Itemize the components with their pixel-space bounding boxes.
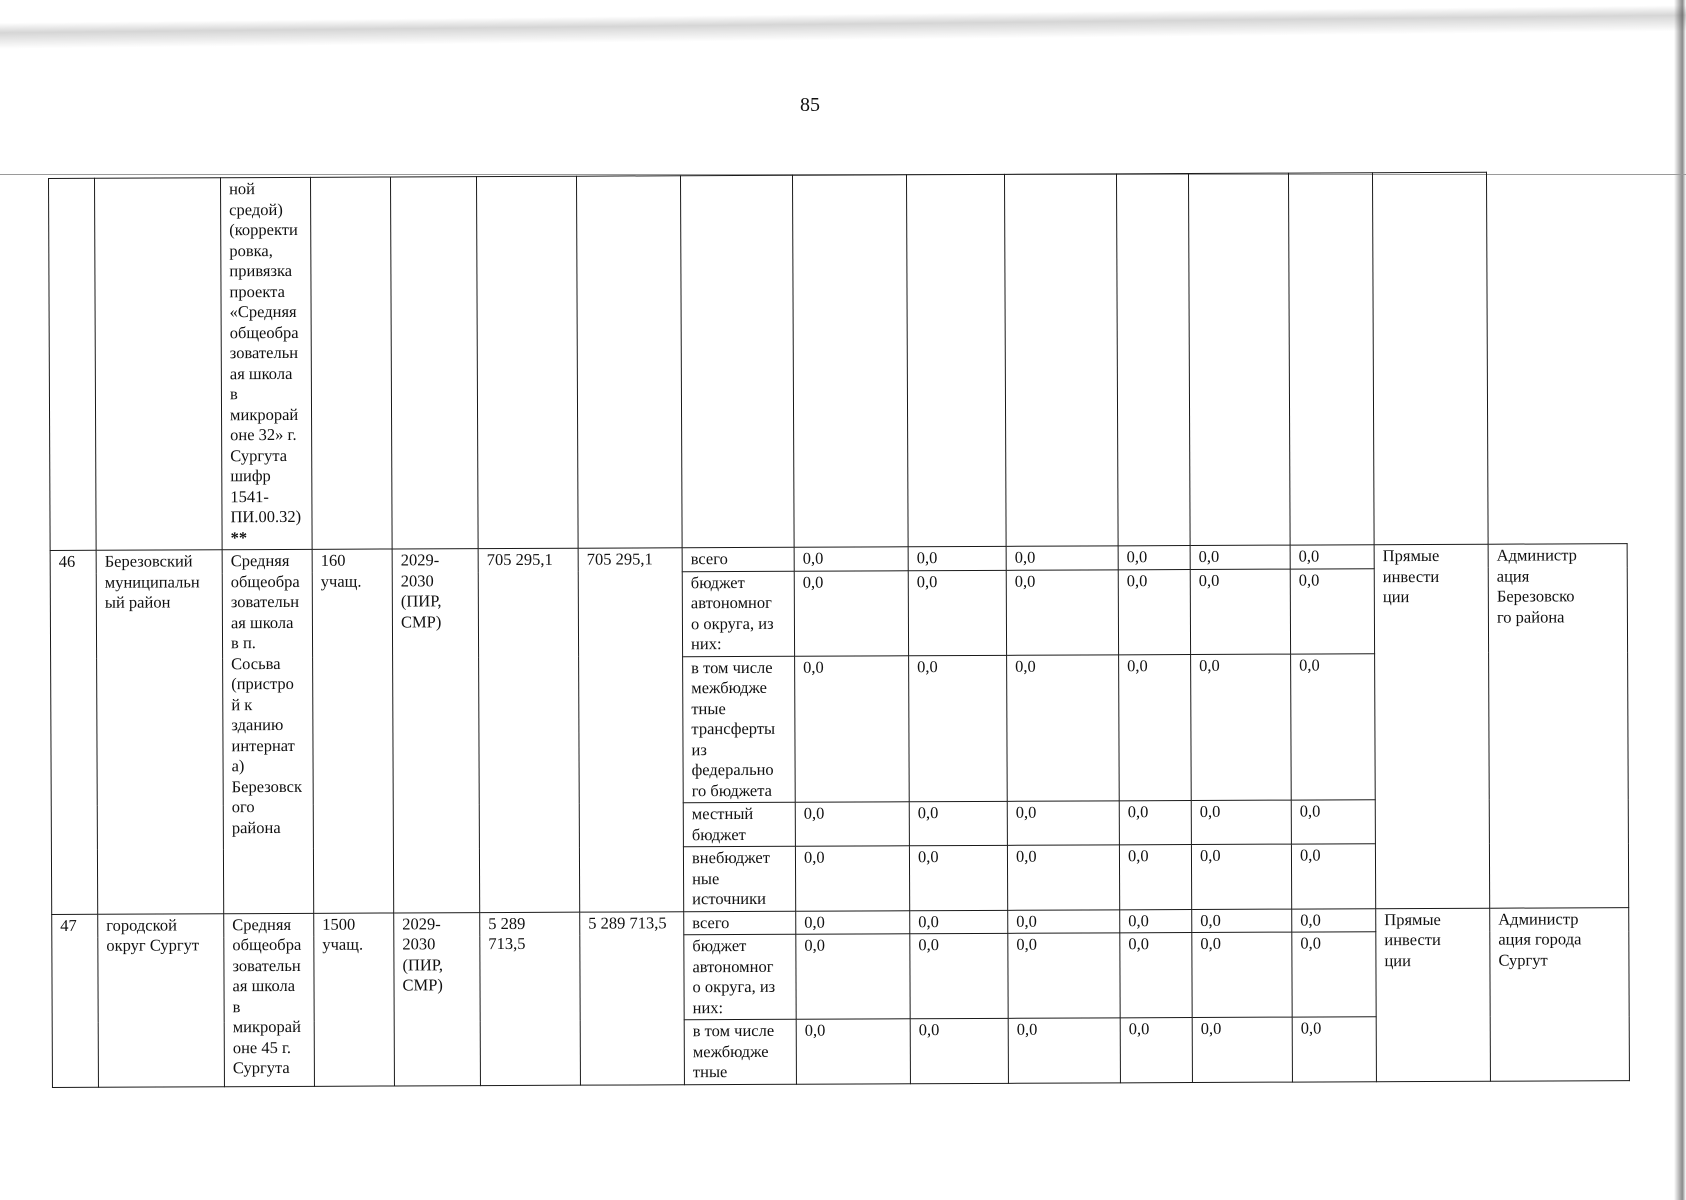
period-cell [392,549,480,913]
source-label-cell [682,547,794,571]
value-cell [1288,173,1374,545]
value-cell [1291,844,1375,909]
customer-text: Администр ация города Сургут [1498,908,1582,970]
value-text: 0,0 [1299,801,1321,821]
value-text: 0,0 [916,571,938,591]
value-text: 0,0 [1126,547,1148,567]
value-cell [910,910,1008,934]
table-row-continuation [49,172,1628,551]
value-text: 0,0 [1299,654,1320,675]
value-cell [909,801,1007,845]
source-label-text: в том числе межбюдже тные трансферты из федерально го бюджета [691,657,776,800]
value-cell [1372,172,1488,544]
source-label-cell [684,911,796,935]
cost-text: 705 295,1 [486,549,553,570]
customer-cell [1488,544,1629,908]
period-cell [390,177,478,549]
value-cell [1190,569,1290,654]
investment-form-text: Прямые инвести ции [1384,909,1441,970]
value-text: 0,0 [1016,1019,1038,1039]
value-text: 0,0 [1016,911,1037,931]
value-cell [792,175,908,547]
object-cell [222,549,314,913]
value-text: 0,0 [916,548,938,568]
value-cell [1191,800,1291,844]
value-text: 0,0 [917,656,938,676]
source-label-text: внебюджет ные источники [691,847,770,909]
value-text: 0,0 [917,847,939,867]
value-text: 0,0 [1299,845,1321,865]
value-cell [796,934,910,1019]
value-cell [795,655,910,802]
value-text: 0,0 [1015,846,1037,866]
capacity-text: 1500 учащ. [322,914,364,954]
value-cell [1188,173,1290,545]
value-text: 0,0 [1200,910,1221,930]
investment-form-cell [1376,908,1491,1081]
value-cell [909,655,1008,802]
value-text: 0,0 [1016,934,1038,954]
value-cell [1292,908,1376,932]
source-label-text: бюджет автономног о округа, из них: [692,935,776,1017]
value-text: 0,0 [918,1020,940,1040]
value-text: 0,0 [1300,909,1321,930]
value-cell [1192,909,1292,933]
customer-cell [1490,907,1630,1081]
value-text: 0,0 [1014,571,1036,591]
value-text: 0,0 [804,1020,826,1040]
value-cell [1120,1018,1192,1083]
value-text: 0,0 [1127,802,1149,822]
value-cell [1192,932,1292,1017]
number-text: 46 [58,551,76,571]
source-label-cell [684,934,796,1019]
value-cell [794,547,908,571]
period-text: 2029- 2030 (ПИР, СМР) [400,550,442,631]
value-cell [908,546,1006,570]
scan-shadow-right [1674,0,1686,1200]
value-text: 0,0 [1200,1018,1222,1038]
source-label-cell [683,656,796,803]
cost-cell [476,176,578,548]
value-text: 0,0 [1199,655,1220,675]
value-text: 0,0 [1127,655,1148,675]
value-cell [1006,546,1118,570]
value-cell [1292,1017,1376,1082]
value-cell [1190,545,1290,569]
value-cell [1120,933,1192,1018]
object-text: Средняя общеобра зовательн ая школа в микрорай оне 45 г. Сургута [232,914,302,1078]
municipality-cell [95,178,223,551]
value-cell [1119,801,1191,845]
source-label-text: всего [690,549,728,569]
value-text: 0,0 [1199,801,1221,821]
object-text: Средняя общеобра зовательн ая школа в п. Сосьва (пристро й к зданию интернат а) Березовск ого района [230,550,302,837]
value-cell [1291,800,1375,844]
value-text: 0,0 [1198,570,1220,590]
number-cell [52,914,99,1087]
value-cell [906,174,1006,546]
object-cell [221,177,313,549]
number-text: 47 [60,915,77,935]
source-label-cell [682,571,794,656]
value-text: 0,0 [918,935,940,955]
value-text: 0,0 [803,847,825,867]
value-cell [910,933,1008,1018]
value-cell [908,570,1006,655]
capacity-cell [314,912,395,1085]
value-cell [1191,654,1292,801]
value-cell [1119,845,1191,910]
value-text: 0,0 [917,803,939,823]
value-cell [1008,933,1120,1018]
investment-form-text: Прямые инвести ции [1382,545,1440,607]
value-cell [909,845,1007,910]
value-cell [1007,654,1120,801]
value-text: 0,0 [1199,845,1221,865]
source-label-cell [683,846,795,911]
investment-form-cell [1374,544,1490,908]
source-label-cell [683,802,795,846]
value-cell [1290,568,1374,653]
period-text: 2029- 2030 (ПИР, СМР) [402,913,444,995]
value-text: 0,0 [1298,569,1320,590]
value-text: 0,0 [802,572,824,592]
value-text: 0,0 [1128,934,1150,954]
value-text: 0,0 [1198,546,1220,566]
value-text: 0,0 [803,657,824,677]
value-cell [910,1018,1008,1083]
value-text: 0,0 [1128,1019,1150,1039]
value-text: 0,0 [1298,546,1320,566]
remaining-cell [578,548,684,912]
value-cell [794,570,908,655]
value-cell [1292,932,1376,1017]
municipality-text: Березовский муниципальн ый район [104,551,200,612]
source-label-text: всего [692,912,730,932]
object-cell [224,913,315,1086]
remaining-text: 705 295,1 [586,549,653,569]
value-cell [1006,569,1118,654]
value-cell [1291,653,1376,800]
source-label-text: в том числе межбюдже тные [692,1020,775,1082]
value-cell [1192,1017,1292,1082]
source-label-text: бюджет автономног о округа, из них: [690,572,774,654]
remaining-text: 5 289 713,5 [588,912,667,933]
object-text: ной средой) (корректи ровка, привязка проекта «Средняя общеобра зовательн ая школа в микрорай оне 32» г. Сургута шифр 1541- ПИ.00.32) [229,179,302,527]
value-cell [1008,1018,1120,1083]
page-number: 85 [800,94,820,116]
value-cell [1008,909,1120,933]
investment-objects-table [48,171,1630,1087]
value-text: 0,0 [804,912,825,932]
value-cell [796,910,910,934]
source-cell [680,175,794,547]
value-cell [1118,546,1190,570]
value-cell [1191,844,1291,909]
number-cell [49,178,97,550]
value-text: 0,0 [1300,1018,1322,1038]
value-text: 0,0 [1015,656,1036,676]
value-cell [1120,909,1192,933]
value-cell [1007,845,1119,910]
value-cell [795,802,909,846]
number-cell [50,550,98,914]
capacity-cell [312,549,394,913]
value-text: 0,0 [1126,570,1148,590]
cost-cell [478,548,580,912]
table-body [50,544,1629,1087]
remaining-cell [580,911,685,1084]
value-cell [1004,174,1118,546]
value-text: 0,0 [1127,846,1149,866]
value-text: 0,0 [918,911,939,931]
period-cell [394,912,481,1085]
footnote-stars: ** [230,527,248,547]
value-text: 0,0 [1200,933,1222,953]
municipality-cell [96,550,224,914]
value-cell [1118,569,1190,654]
remaining-cell [576,176,682,548]
value-cell [1116,174,1190,546]
municipality-text: городской округ Сургут [106,914,200,955]
value-cell [1119,654,1192,801]
capacity-text: 160 учащ. [320,550,362,591]
value-cell [1290,545,1374,569]
cost-text: 5 289 713,5 [488,913,526,954]
value-text: 0,0 [804,935,826,955]
value-text: 0,0 [1014,547,1036,567]
document-table-container [48,171,1630,1087]
value-text: 0,0 [802,548,824,568]
value-text: 0,0 [803,803,825,823]
value-cell [796,1019,910,1084]
value-text: 0,0 [1128,910,1149,930]
scan-shadow-top [0,5,1686,53]
cost-cell [480,912,581,1085]
value-cell [1007,801,1119,845]
value-text: 0,0 [1015,802,1037,822]
source-label-cell [684,1019,796,1084]
municipality-cell [98,913,225,1087]
value-cell [795,846,909,911]
source-label-text: местный бюджет [691,803,754,844]
capacity-cell [310,177,392,549]
value-text: 0,0 [1300,933,1322,953]
customer-text: Администр ация Березовско го района [1496,545,1577,627]
